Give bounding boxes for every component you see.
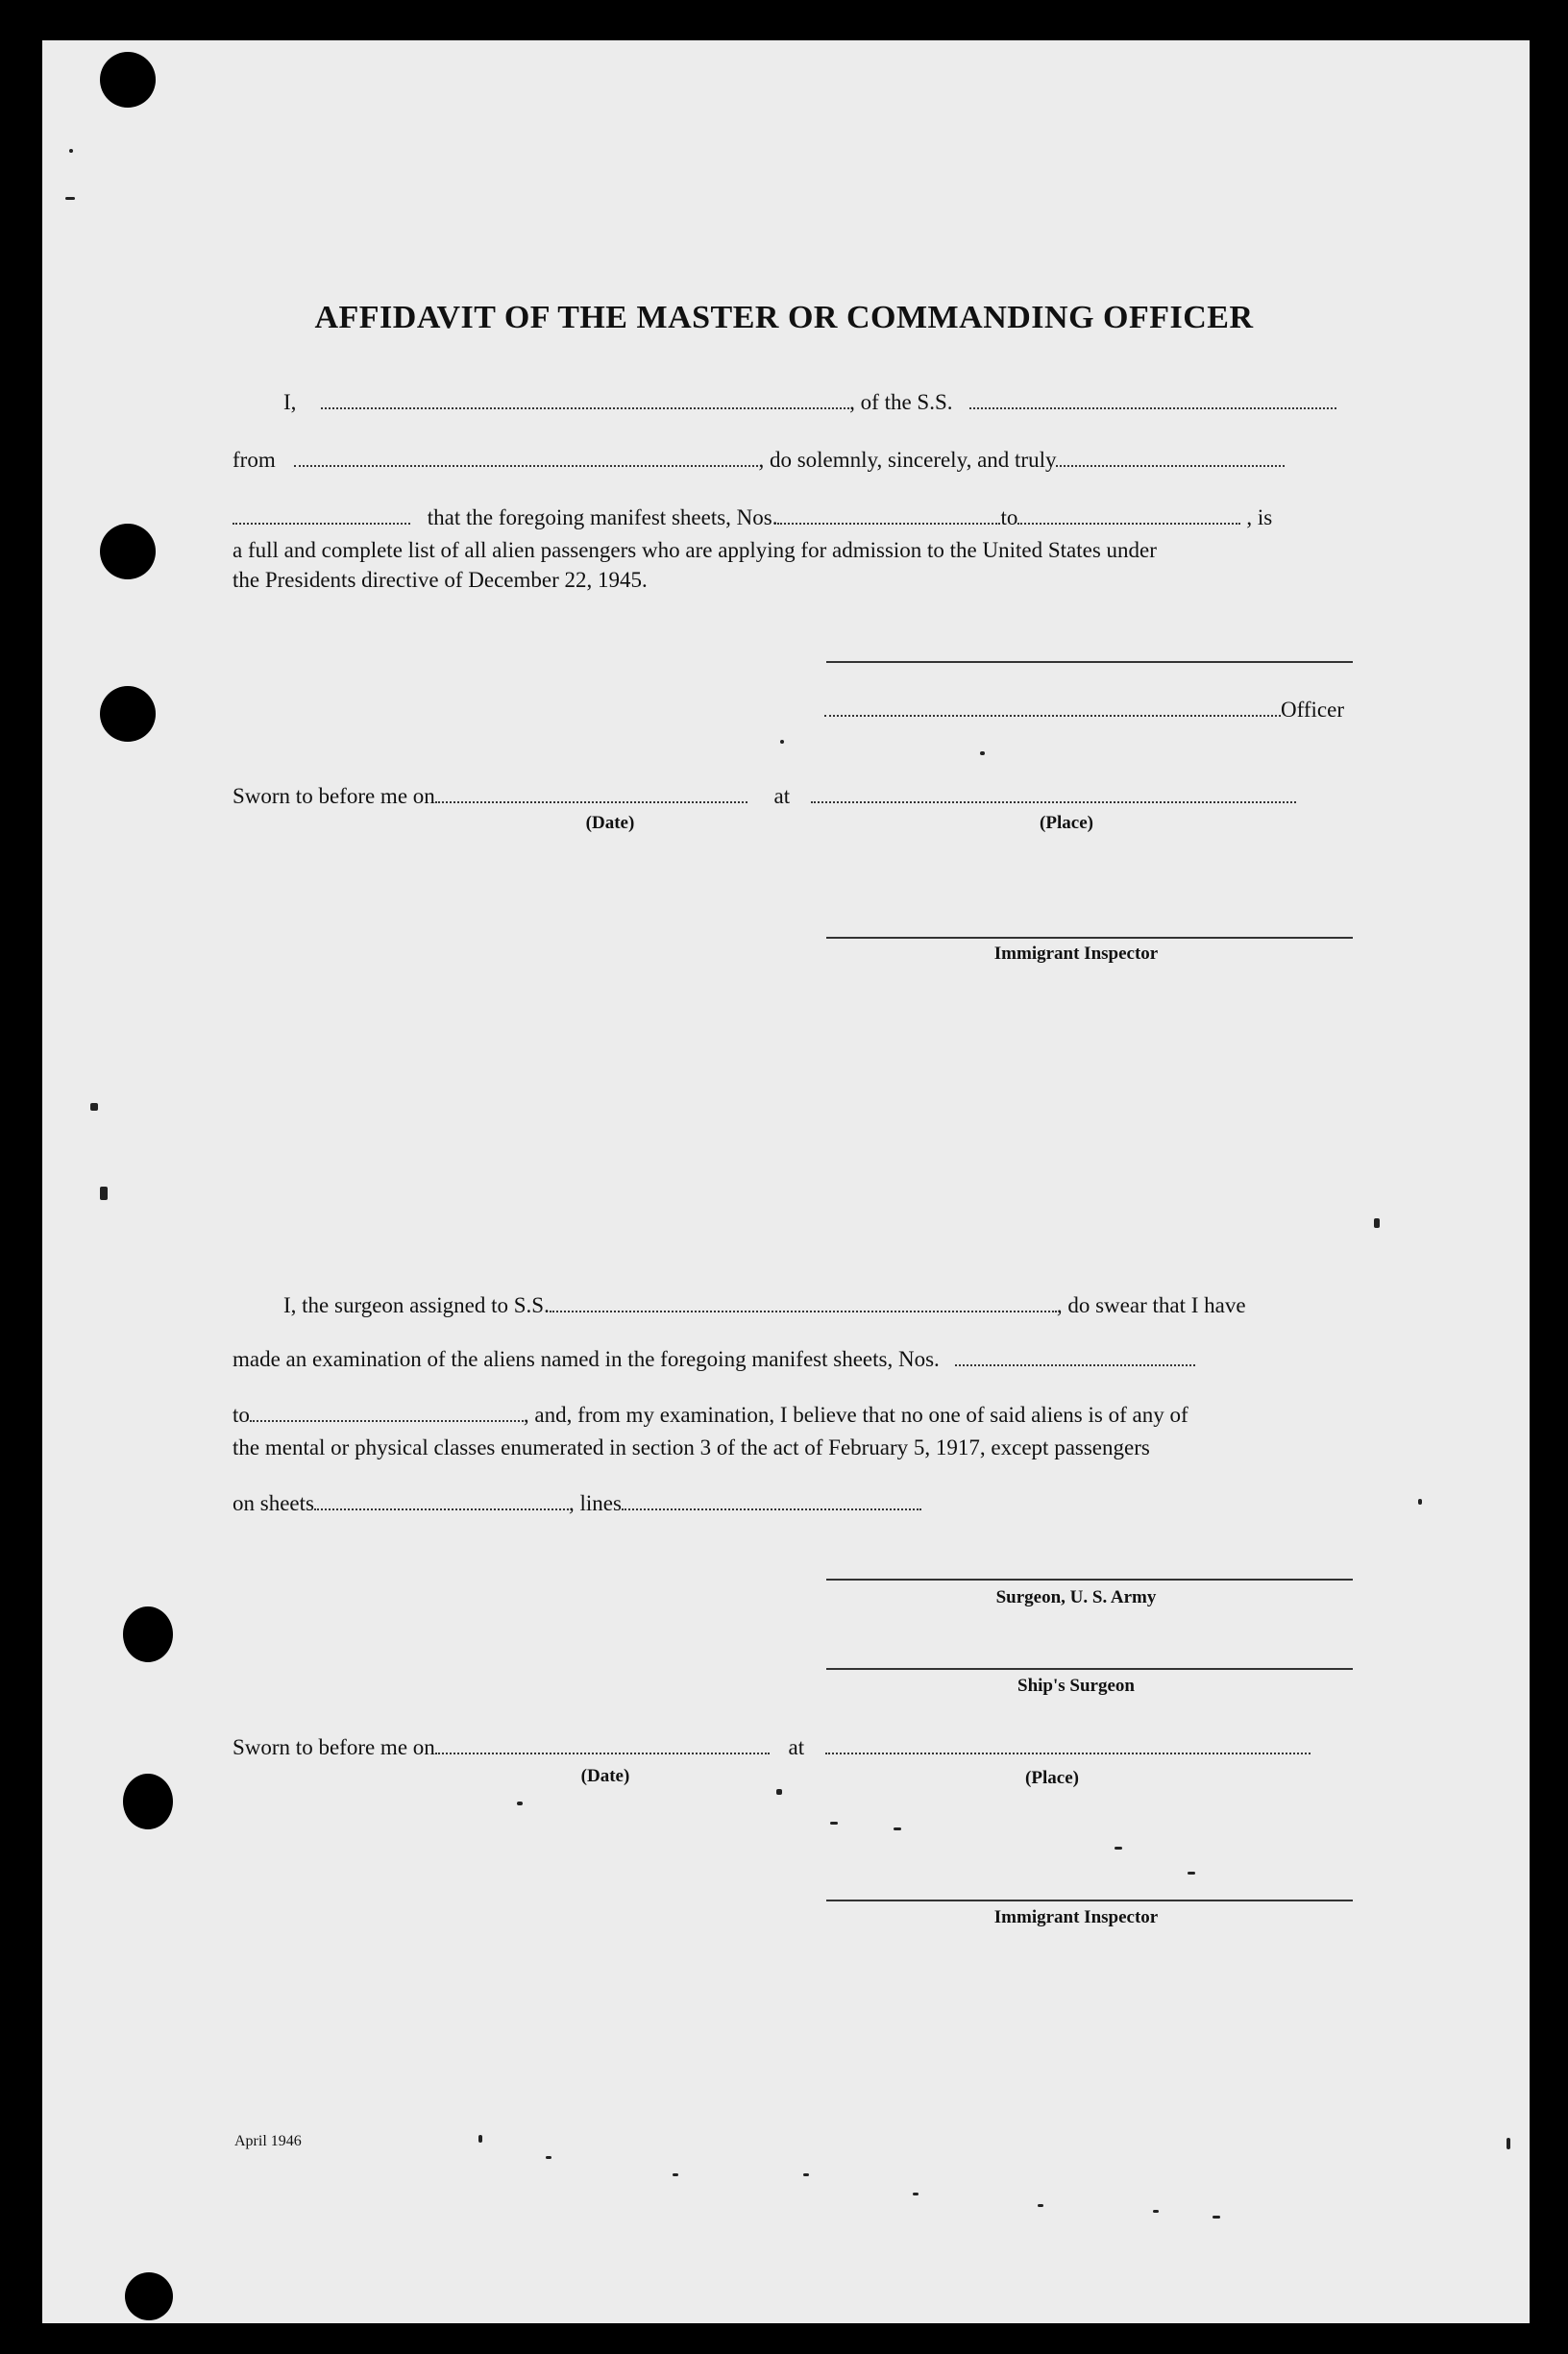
- scan-speck: [913, 2193, 919, 2195]
- scan-speck: [1418, 1499, 1422, 1505]
- surgeon-date-caption: (Date): [580, 1766, 630, 1786]
- form-date-footer: April 1946: [234, 2133, 302, 2149]
- surgeon-line-4: [233, 1435, 1352, 1460]
- surgeon-at-label: at: [788, 1735, 805, 1759]
- master-swear-field[interactable]: [1056, 448, 1285, 467]
- master-swear-label: , do solemnly, sincerely, and truly: [758, 448, 1057, 472]
- master-signature-line[interactable]: [826, 661, 1353, 663]
- punch-hole: [123, 1606, 173, 1662]
- scan-speck: [830, 1822, 838, 1825]
- officer-signature-row: [824, 698, 1344, 723]
- punch-hole: [100, 524, 156, 579]
- surgeon-nos-field[interactable]: [955, 1347, 1195, 1366]
- surgeon-line-2: [233, 1347, 1352, 1372]
- master-sworn-place-field[interactable]: [811, 784, 1296, 803]
- master-line-4: [233, 538, 1352, 563]
- master-that-label: that the foregoing manifest sheets, Nos.: [427, 505, 778, 529]
- master-line-2: [233, 448, 1352, 473]
- master-ship-field[interactable]: [969, 390, 1336, 409]
- scan-speck: [780, 740, 784, 744]
- master-is-label: , is: [1246, 505, 1273, 529]
- surgeon-ship-field[interactable]: [550, 1293, 1057, 1312]
- master-place-caption: (Place): [1040, 813, 1093, 833]
- surgeon-belief-text: , and, from my examination, I believe that no one of said aliens is of any of: [523, 1403, 1188, 1427]
- punch-hole: [125, 2272, 173, 2320]
- scan-speck: [673, 2173, 678, 2176]
- officer-label: Officer: [1281, 698, 1344, 722]
- master-inspector-caption: Immigrant Inspector: [993, 944, 1159, 964]
- scan-speck: [90, 1103, 98, 1111]
- surgeon-inspector-line[interactable]: [826, 1900, 1353, 1901]
- surgeon-sworn-row: [233, 1735, 1311, 1760]
- surgeon-line-1: [283, 1293, 1352, 1318]
- surgeon-line-3: [233, 1403, 1352, 1428]
- scan-speck: [478, 2135, 482, 2143]
- surgeon-classes-text: the mental or physical classes enumerated in section 3 of the act of February 5, 1917, except passengers: [233, 1435, 1150, 1459]
- master-i-label: I,: [283, 390, 297, 414]
- scan-speck: [100, 1187, 108, 1200]
- surgeon-swear-label: , do swear that I have: [1056, 1293, 1246, 1317]
- scan-speck: [1115, 1847, 1122, 1850]
- master-ss-label: , of the S.S.: [849, 390, 953, 414]
- surgeon-to-label: to: [233, 1403, 250, 1427]
- punch-hole: [100, 52, 156, 108]
- page-title: AFFIDAVIT OF THE MASTER OR COMMANDING OFFICER: [314, 300, 1254, 335]
- master-line-3: [233, 505, 1352, 530]
- master-from-field[interactable]: [294, 448, 758, 467]
- master-from-label: from: [233, 448, 276, 472]
- scan-speck: [1188, 1872, 1195, 1875]
- surgeon-examination-text: made an examination of the aliens named in the foregoing manifest sheets, Nos.: [233, 1347, 940, 1371]
- master-at-label: at: [773, 784, 791, 808]
- scan-speck: [517, 1802, 523, 1805]
- surgeon-on-sheets-label: on sheets: [233, 1491, 314, 1515]
- punch-hole: [100, 686, 156, 742]
- master-sworn-date-field[interactable]: [435, 784, 747, 803]
- surgeon-lines-label: , lines: [568, 1491, 622, 1515]
- surgeon-lines-field[interactable]: [622, 1491, 921, 1510]
- scan-speck: [894, 1827, 901, 1830]
- surgeon-nos-to-field[interactable]: [250, 1403, 524, 1422]
- army-surgeon-caption: Surgeon, U. S. Army: [995, 1587, 1157, 1607]
- master-declare-field[interactable]: [233, 505, 410, 525]
- surgeon-place-caption: (Place): [1025, 1768, 1079, 1788]
- document-sheet: [42, 40, 1530, 2323]
- scan-speck: [1213, 2216, 1220, 2219]
- surgeon-sheets-field[interactable]: [314, 1491, 569, 1510]
- scan-speck: [1374, 1218, 1380, 1228]
- surgeon-sworn-date-field[interactable]: [435, 1735, 770, 1754]
- scan-speck: [65, 197, 75, 200]
- ship-surgeon-signature-line[interactable]: [826, 1668, 1353, 1670]
- scan-speck: [1507, 2138, 1510, 2149]
- master-line-1: [283, 390, 1352, 415]
- surgeon-line-5: [233, 1491, 921, 1516]
- scan-speck: [69, 149, 73, 153]
- master-nos-to-field[interactable]: [1017, 505, 1240, 525]
- scan-speck: [980, 751, 985, 755]
- master-name-field[interactable]: [321, 390, 849, 409]
- punch-hole: [123, 1774, 173, 1829]
- master-statement-text: a full and complete list of all alien passengers who are applying for admission to the United States under: [233, 538, 1157, 562]
- master-directive-text: the Presidents directive of December 22, 1945.: [233, 568, 648, 592]
- master-to-label: to: [1000, 505, 1018, 529]
- master-line-5: [233, 568, 648, 593]
- scan-speck: [1153, 2210, 1159, 2213]
- surgeon-inspector-caption: Immigrant Inspector: [993, 1907, 1159, 1927]
- scan-speck: [803, 2173, 809, 2176]
- officer-signature-field[interactable]: [824, 698, 1281, 717]
- scan-speck: [546, 2156, 551, 2159]
- master-nos-from-field[interactable]: [777, 505, 1000, 525]
- master-inspector-line[interactable]: [826, 937, 1353, 939]
- scan-speck: [776, 1789, 782, 1795]
- master-date-caption: (Date): [585, 813, 635, 833]
- surgeon-sworn-place-field[interactable]: [825, 1735, 1311, 1754]
- army-surgeon-signature-line[interactable]: [826, 1579, 1353, 1581]
- master-sworn-label: Sworn to before me on: [233, 784, 435, 808]
- surgeon-assigned-label: I, the surgeon assigned to S.S.: [283, 1293, 550, 1317]
- master-sworn-row: [233, 784, 1296, 809]
- scan-speck: [1038, 2204, 1043, 2207]
- ship-surgeon-caption: Ship's Surgeon: [1017, 1676, 1135, 1696]
- surgeon-sworn-label: Sworn to before me on: [233, 1735, 435, 1759]
